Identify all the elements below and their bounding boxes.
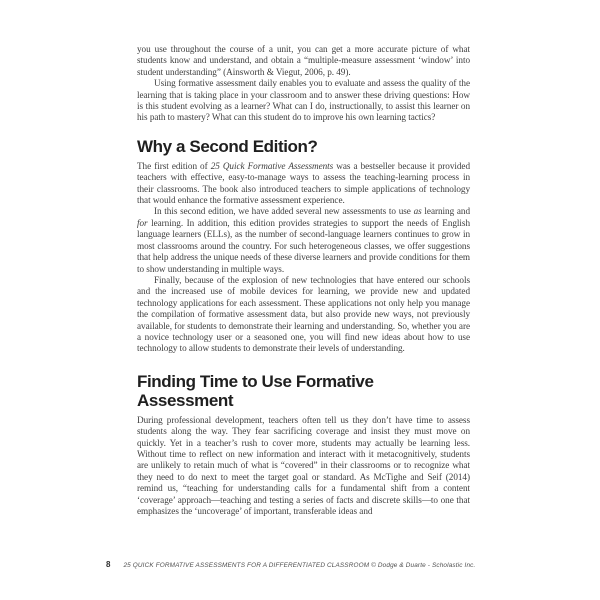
- text-run: learning and: [421, 206, 471, 217]
- paragraph-technology: Finally, because of the explosion of new technologies that have entered our schools and the increased use of mobile devices for learning, we provide new and updated technology applications for each assessment. These applications not only help you manage the compilation of formative assessment data, but also provide new ways, not previously available, for students to demonstrate their learning and understanding. So, whether you are a novice technology user or a seasoned one, you will find new ideas about how to use technology to allow students to demonstrate their levels of understanding.: [137, 274, 470, 354]
- book-title-italic: 25 Quick Formative Assessments: [210, 160, 334, 171]
- text-run: learning. In addition, this edition provides strategies to support the needs of English language learners (ELLs), as the number of second-language learners continues to grow in most classrooms around the country. For such heterogeneous classes, we offer suggestions that help address the unique needs of these diverse learners and provide conditions for them to show understanding in multiple ways.: [137, 217, 470, 274]
- text-column: [137, 44, 470, 517]
- text-run: The first edition of: [137, 160, 211, 171]
- heading-why-second-edition: Why a Second Edition?: [137, 136, 318, 156]
- paragraph-intro-continuation: you use throughout the course of a unit, you can get a more accurate picture of what students know and understand, and obtain a “multiple-measure assessment ‘window’ into student understanding” (Ainsworth & Viegut, 2006, p. 49).: [137, 44, 470, 77]
- paragraph-daily-use: Using formative assessment daily enables you to evaluate and assess the quality of the learning that is taking place in your classroom and to answer these driving questions: How is this student evolving as a learner? What can I do, instructionally, to assist this learner on his path to mastery? What can this student do to improve his own learning tactics?: [137, 78, 470, 123]
- text-run: was a bestseller because it provided teachers with effective, easy-to-manage ways to assess the teaching-learning process in their classrooms. The book also introduced teachers to simple applications of technology that would enhance the formative assessment experience.: [137, 160, 470, 206]
- text-run: In this second edition, we have added several new assessments to use: [154, 206, 414, 217]
- paragraph-first-edition: [137, 161, 470, 207]
- paragraph-second-edition: [137, 206, 470, 274]
- page-number: 8: [106, 560, 111, 569]
- paragraph-during-pd: During professional development, teachers often tell us they don’t have time to assess students along the way. They fear sacrificing coverage and insist they must move on quickly. Yet in a teacher’s rush to cover more, students may actually be learning less. Without time to reflect on new information and interact with it metacognitively, students are unlikely to retain much of what is “covered” in their classrooms or to recognize what they need to do next to meet the target goal or standard. As McTighe and Seif (2014) remind us, “teaching for understanding calls for a fundamental shift from a content ‘coverage’ approach—teaching and testing a series of facts and discrete skills—to one that emphasizes the ‘uncoverage’ of important, transferable ideas and: [137, 414, 470, 516]
- italic-word-as: as: [413, 206, 422, 217]
- page-footer: [106, 560, 576, 569]
- footer-copyright: 25 QUICK FORMATIVE ASSESSMENTS FOR A DIFFERENTIATED CLASSROOM © Dodge & Duarte - Scholastic Inc.: [123, 562, 476, 569]
- italic-word-for: for: [137, 217, 148, 228]
- heading-finding-time: Finding Time to Use Formative Assessment: [137, 371, 374, 410]
